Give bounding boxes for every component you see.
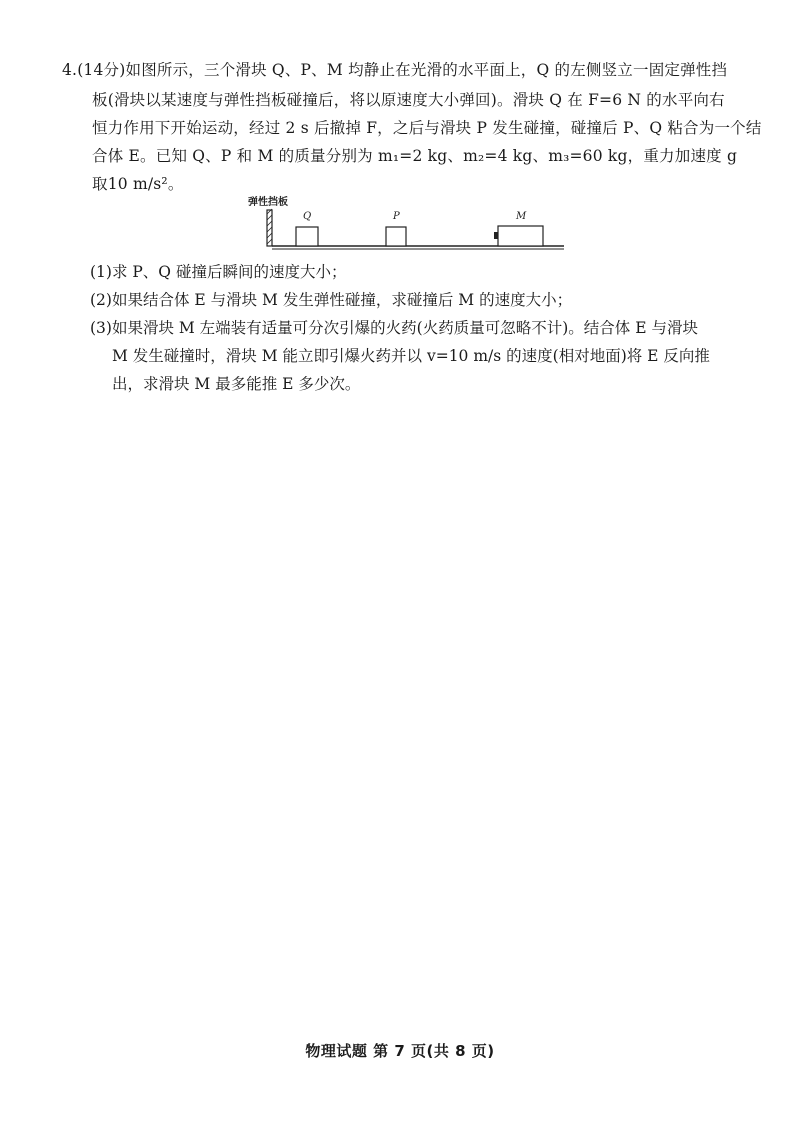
question-3-line-2: M 发生碰撞时，滑块 M 能立即引爆火药并以 v=10 m/s 的速度(相对地面)将 E 反向推 [112,347,710,365]
physics-diagram [242,194,572,254]
block-p [386,227,406,246]
question-1: (1)求 P、Q 碰撞后瞬间的速度大小； [90,263,347,281]
page-footer: 物理试题 第 7 页(共 8 页) [305,1042,495,1060]
block-q-label: Q [303,211,312,222]
explosive-charge [494,232,498,239]
problem-line-4: 合体 E。已知 Q、P 和 M 的质量分别为 m₁=2 kg、m₂=4 kg、m₃=60 kg，重力加速度 g [92,147,738,165]
elastic-wall [267,209,272,246]
question-2: (2)如果结合体 E 与滑块 M 发生弹性碰撞，求碰撞后 M 的速度大小； [90,291,573,309]
wall-label: 弹性挡板 [248,197,288,208]
question-3-line-1: (3)如果滑块 M 左端装有适量可分次引爆的火药(火药质量可忽略不计)。结合体 E 与滑块 [90,319,698,337]
diagram-svg [242,194,572,254]
block-m [498,226,543,246]
problem-line-5: 取10 m/s²。 [92,175,184,193]
block-m-label: M [516,211,527,222]
question-3-line-3: 出，求滑块 M 最多能推 E 多少次。 [112,375,361,393]
problem-line-1: 4.(14分)如图所示，三个滑块 Q、P、M 均静止在光滑的水平面上，Q 的左侧竖立一固定弹性挡 [62,61,728,79]
block-q [296,227,318,246]
problem-line-2: 板(滑块以某速度与弹性挡板碰撞后，将以原速度大小弹回)。滑块 Q 在 F=6 N 的水平向右 [92,91,725,109]
problem-line-3: 恒力作用下开始运动，经过 2 s 后撤掉 F，之后与滑块 P 发生碰撞，碰撞后 P、Q 粘合为一个结 [92,119,762,137]
block-p-label: P [393,211,400,222]
